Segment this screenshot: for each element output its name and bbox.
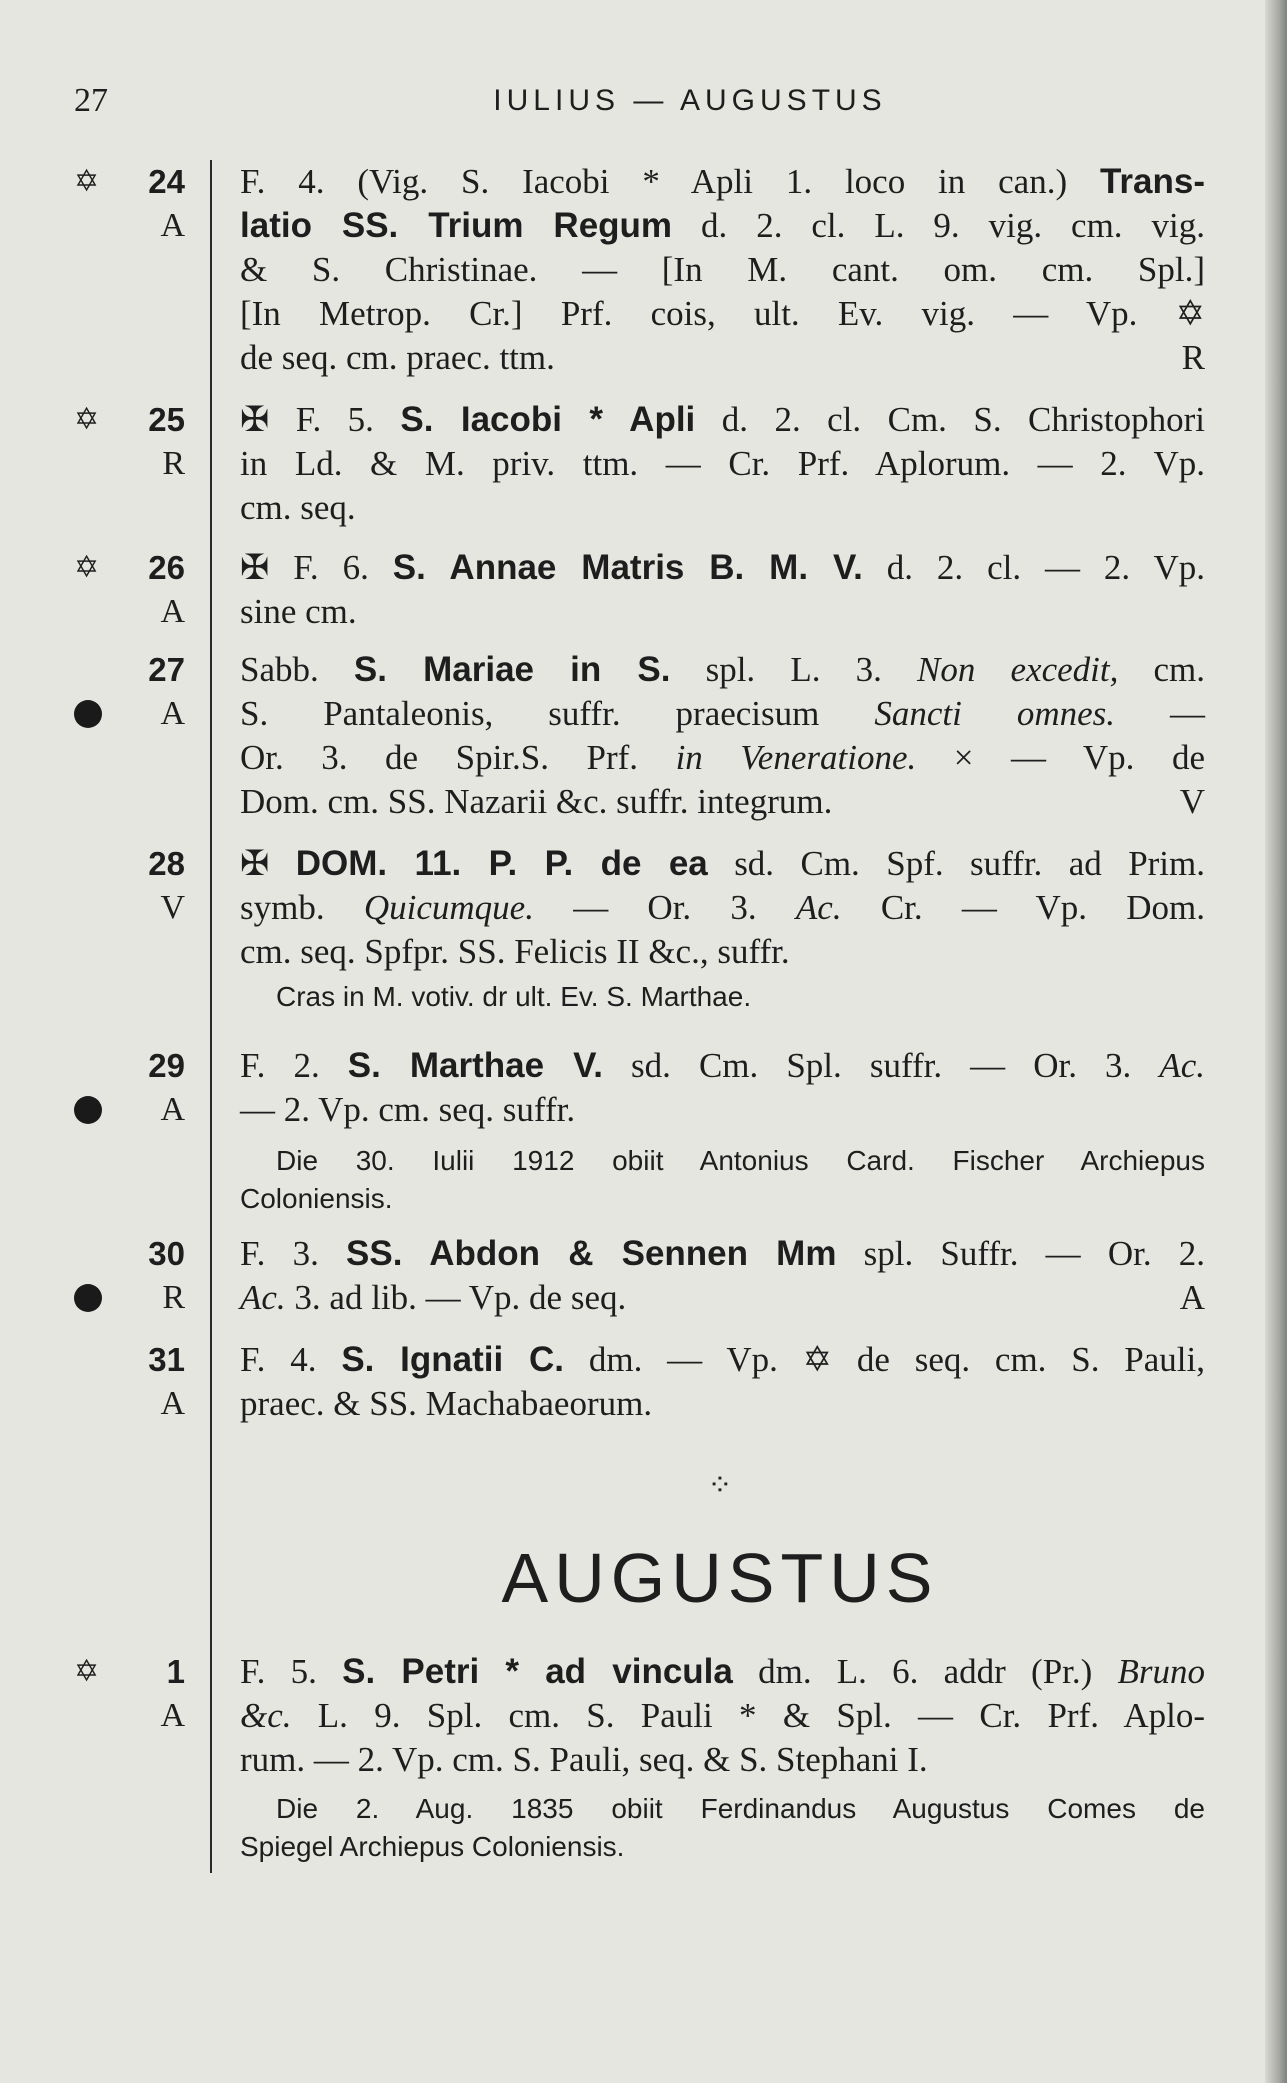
day-marker-26 — [70, 546, 185, 634]
dominical-letter: V — [160, 889, 185, 926]
dominical-letter: A — [160, 1697, 185, 1734]
day-number: 26 — [148, 549, 185, 586]
footnote-line: Coloniensis. — [240, 1183, 393, 1214]
day-number: 31 — [148, 1341, 185, 1378]
day-number: 30 — [148, 1235, 185, 1272]
footnote-line: Die 30. Iulii 1912 obiit Antonius Card. Fischer Archiepus — [276, 1145, 1205, 1176]
dominical-letter: R — [162, 445, 185, 482]
dominical-letter: A — [160, 593, 185, 630]
next-letter: V — [1179, 782, 1205, 821]
footnote-line: Die 2. Aug. 1835 obiit Ferdinandus Augustus Comes de — [276, 1793, 1205, 1824]
full-moon-dot-icon — [74, 1096, 102, 1124]
day-number: 1 — [166, 1653, 185, 1690]
day-number: 29 — [148, 1047, 185, 1084]
dominical-letter: A — [160, 1385, 185, 1422]
full-moon-dot-icon — [74, 1284, 102, 1312]
entry-1: F. 5. S. Petri * ad vincula dm. L. 6. addr (Pr.) Bruno &c. L. 9. Spl. cm. S. Pauli * & Spl. — Cr. Prf. Aplo- rum. — 2. Vp. cm. S. Pauli, seq. & S. Stephani I. Die 2. Aug. 1835 obiit Ferdinandus Augustus Comes de Spiegel Archiepus Coloniensis. — [240, 1650, 1205, 1866]
day-marker-30 — [70, 1232, 185, 1320]
day-marker-28 — [70, 842, 185, 930]
page-edge — [1265, 0, 1287, 2083]
entry-27: Sabb. S. Mariae in S. spl. L. 3. Non excedit, cm. S. Pantaleonis, suffr. praecisum Sancti omnes. — Or. 3. de Spir.S. Prf. in Veneratione. × — Vp. de Dom. cm. SS. Nazarii &c. suffr. integrum. V — [240, 648, 1205, 824]
footnote: Cras in M. votiv. dr ult. Ev. S. Marthae. — [276, 981, 752, 1012]
dominical-letter: A — [160, 695, 185, 732]
day-marker-1 — [70, 1650, 185, 1738]
entry-28: ✠ DOM. 11. P. P. de ea sd. Cm. Spf. suffr. ad Prim. symb. Quicumque. — Or. 3. Ac. Cr. — Vp. Dom. cm. seq. Spfpr. SS. Felicis II &c., suffr. Cras in M. votiv. dr ult. Ev. S. Marthae. — [240, 842, 1205, 1016]
star-of-david-icon: ✡ — [74, 551, 100, 584]
day-number: 24 — [148, 163, 185, 200]
day-marker-31 — [70, 1338, 185, 1426]
running-head: IULIUS — AUGUSTUS — [493, 84, 887, 117]
day-number: 25 — [148, 401, 185, 438]
full-moon-dot-icon — [74, 700, 102, 728]
day-marker-27 — [70, 648, 185, 736]
day-number: 27 — [148, 651, 185, 688]
star-of-david-icon: ✡ — [74, 403, 100, 436]
month-heading: AUGUSTUS — [501, 1539, 939, 1617]
next-letter: A — [1179, 1278, 1205, 1317]
next-letter: R — [1181, 338, 1205, 377]
entry-30: F. 3. SS. Abdon & Sennen Mm spl. Suffr. — Or. 2. Ac. 3. ad lib. — Vp. de seq. A — [240, 1232, 1205, 1320]
day-number: 28 — [148, 845, 185, 882]
entry-29: F. 2. S. Marthae V. sd. Cm. Spl. suffr. — Or. 3. Ac. — 2. Vp. cm. seq. suffr. Die 30. Iulii 1912 obiit Antonius Card. Fischer Archiepus Coloniensis. — [240, 1044, 1205, 1218]
entry-26: ✠ F. 6. S. Annae Matris B. M. V. d. 2. cl. — 2. Vp. sine cm. — [240, 548, 1205, 631]
star-of-david-icon: ✡ — [74, 165, 100, 198]
page-number: 27 — [74, 82, 108, 119]
day-marker-24 — [70, 160, 185, 248]
day-marker-29 — [70, 1044, 185, 1132]
column-rule — [210, 160, 212, 1873]
dominical-letter: A — [160, 207, 185, 244]
dominical-letter: R — [162, 1279, 185, 1316]
star-of-david-icon: ✡ — [74, 1655, 100, 1688]
day-marker-25 — [70, 398, 185, 486]
entry-24: F. 4. (Vig. S. Iacobi * Apli 1. loco in can.) Trans- latio SS. Trium Regum d. 2. cl. L. 9. vig. cm. vig. & S. Christinae. — [In M. cant. om. cm. Spl.] [In Metrop. Cr.] Prf. cois, ult. Ev. vig. — Vp. ✡ de seq. cm. praec. ttm. R — [240, 160, 1205, 380]
footnote-line: Spiegel Archiepus Coloniensis. — [240, 1831, 625, 1862]
ornament-icon: ⁘ — [707, 1469, 733, 1502]
dominical-letter: A — [160, 1091, 185, 1128]
entry-31: F. 4. S. Ignatii C. dm. — Vp. ✡ de seq. cm. S. Pauli, praec. & SS. Machabaeorum. — [240, 1340, 1205, 1423]
entry-25: ✠ F. 5. S. Iacobi * Apli d. 2. cl. Cm. S. Christophori in Ld. & M. priv. ttm. — Cr. Prf. Aplorum. — 2. Vp. cm. seq. — [240, 400, 1205, 527]
